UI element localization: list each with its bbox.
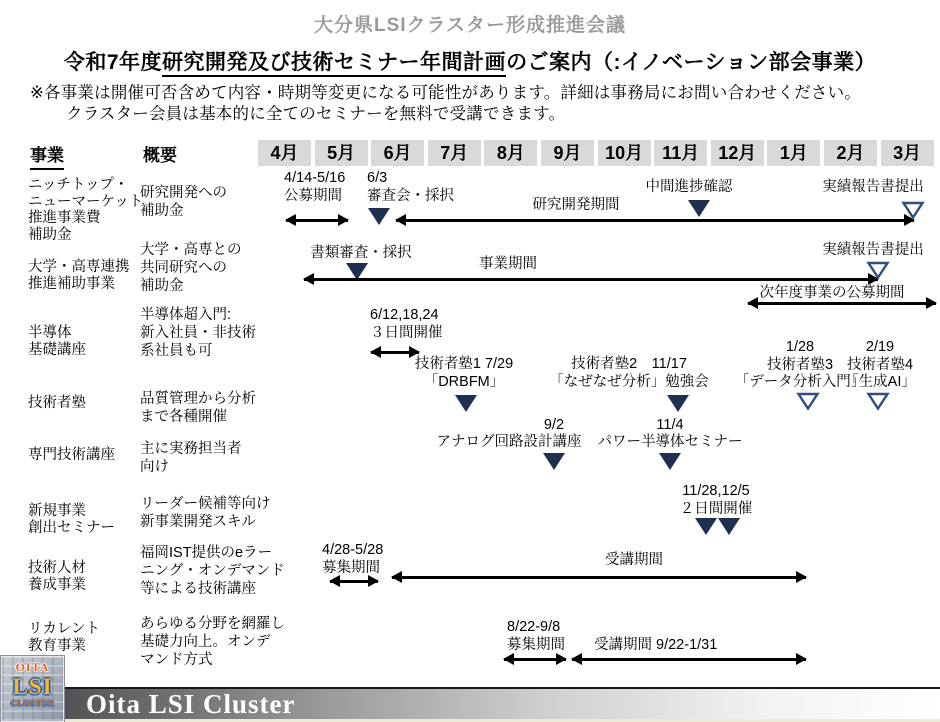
r6-dates-label: 11/28,12/5 ２日間開催 [679,483,753,517]
r8-recruit-arrow [504,658,566,661]
row-summary-new-business-seminar: リーダー候補等向け 新事業開発スキル [140,496,271,530]
milestone-triangle-filled-icon [717,517,741,536]
row-label-univ-kosen-subsidy: 大学・高専連携 推進補助事業 [28,259,130,292]
org-title: 大分県LSIクラスター形成推進会議 [314,15,626,36]
r2-report-marker [866,261,890,280]
month-header-cell: 1月 [767,140,820,166]
r2-project-period-arrow [304,278,878,281]
r1-review-label: 6/3 審査会・採択 [367,170,454,204]
month-header-cell: 3月 [881,140,934,166]
milestone-triangle-filled-icon [666,394,690,413]
milestone-triangle-filled-icon [687,199,711,218]
r7-recruit-arrow [330,580,378,583]
r4-juku1-marker [454,394,478,413]
logo-text-cluster: CLUSTER [10,698,55,708]
month-header-cell: 4月 [258,140,311,166]
logo-text-oita: OITA [15,660,50,674]
milestone-triangle-filled-icon [542,452,566,471]
month-header-cell: 5月 [315,140,368,166]
r2-project-period-label: 事業期間 [479,256,537,272]
r4-juku1-label: 技術者塾1 7/29 「DRBFM」 [414,356,514,390]
r4-juku4-marker [866,392,890,411]
note-line-2: クラスター会員は基本的に全てのセミナーを無料で受講できます。 [66,105,566,123]
row-label-semiconductor-basics: 半導体 基礎講座 [28,325,86,358]
note-line-1: ※各事業は開催可否含めて内容・時期等変更になる可能性があります。詳細は事務局にお問い合わせください。 [30,84,862,102]
r6-day1-marker [694,517,718,536]
r1-midterm-label: 中間進捗確認 [645,179,733,195]
r1-review-marker [367,207,391,226]
milestone-triangle-open-icon [901,201,925,220]
r1-open-call-label: 4/14-5/16 公募期間 [284,170,346,204]
month-header-cell: 7月 [428,140,481,166]
milestone-triangle-filled-icon [367,207,391,226]
milestone-triangle-open-icon [866,261,890,280]
row-label-new-business-seminar: 新規事業 創出セミナー [28,503,115,536]
month-header-cell: 2月 [824,140,877,166]
month-header-cell: 12月 [711,140,764,166]
r1-report-label: 実績報告書提出 [822,179,924,195]
month-header-cell: 10月 [598,140,651,166]
r3-dates-arrow [371,351,419,354]
milestone-triangle-filled-icon [658,452,682,471]
r6-day2-marker [717,517,741,536]
r1-rnd-period-label: 研究開発期間 [532,197,620,213]
row-summary-engineer-juku: 品質管理から分析 まで各種開催 [140,391,256,425]
month-header-cell: 6月 [371,140,424,166]
r5-power-date: 11/4 [656,417,684,433]
r1-rnd-period-arrow [396,219,914,222]
row-summary-nichetop-subsidy: 研究開発への 補助金 [140,185,227,219]
row-label-tech-hr-training: 技術人材 養成事業 [28,560,86,593]
r5-power-marker [658,452,682,471]
r2-doc-review-label: 書類審査・採択 [310,245,412,261]
r1-midterm-marker [687,199,711,218]
milestone-triangle-filled-icon [694,517,718,536]
r7-recruit-label: 4/28-5/28 募集期間 [322,542,384,576]
column-header-business: 事業 [30,141,64,170]
r5-analog-date: 9/2 [543,417,565,433]
r8-course-label: 受講期間 9/22-1/31 [594,637,718,653]
r4-juku3-marker [796,392,820,411]
r1-open-call-arrow [286,219,348,222]
row-summary-specialized-course: 主に実務担当者 向け [140,441,242,475]
page-title [0,46,940,76]
row-summary-univ-kosen-subsidy: 大学・高専との 共同研究への 補助金 [140,242,242,294]
row-summary-tech-hr-training: 福岡IST提供のeラー ニング・オンデマンド 等による技術講座 [140,545,285,597]
page-title-suffix: のご案内（:イノベーション部会事業） [506,51,877,74]
page-title-prefix: 令和7年度 [63,51,163,74]
r5-power-label: パワー半導体セミナー [597,434,743,450]
r5-analog-label: アナログ回路設計講座 [436,434,582,450]
milestone-triangle-filled-icon [454,394,478,413]
r5-analog-marker [542,452,566,471]
r2-next-call-label: 次年度事業の公募期間 [759,285,905,301]
oita-lsi-logo [1,656,64,722]
milestone-triangle-open-icon [796,392,820,411]
month-header-cell: 8月 [484,140,537,166]
r8-course-arrow [572,658,806,661]
logo-text-lsi: LSI [12,674,53,699]
r2-next-call-arrow [748,302,936,305]
page-title-underlined: 研究開発及び技術セミナー年間計画 [162,51,506,77]
month-header-cell: 9月 [541,140,594,166]
row-summary-recurrent-education: あらゆる分野を網羅し 基礎力向上。オンデ マンド方式 [140,616,285,668]
row-label-specialized-course: 専門技術講座 [28,447,115,463]
milestone-triangle-open-icon [866,392,890,411]
r4-juku2-label: 技術者塾2 11/17 「なぜなぜ分析」勉強会 [549,356,709,390]
row-label-engineer-juku: 技術者塾 [28,395,86,411]
r7-course-arrow [392,576,806,579]
month-header-cell: 11月 [654,140,707,166]
r7-course-label: 受講期間 [605,552,663,568]
r4-juku2-marker [666,394,690,413]
row-label-nichetop-subsidy: ニッチトップ・ ニューマーケット 推進事業費 補助金 [28,177,144,243]
r4-juku4-label: 2/19 技術者塾4 「生成AI」 [844,339,916,390]
r8-recruit-label: 8/22-9/8 募集期間 [507,619,565,653]
row-label-recurrent-education: リカレント 教育事業 [28,621,100,654]
footer-banner-text: Oita LSI Cluster [86,689,296,719]
footer-banner [0,687,940,719]
r2-report-label: 実績報告書提出 [822,242,924,258]
r3-dates-label: 6/12,18,24 ３日間開催 [370,307,443,341]
row-summary-semiconductor-basics: 半導体超入門: 新入社員・非技術 系社員も可 [140,307,256,359]
r1-report-marker [901,201,925,220]
r4-juku3-label: 1/28 技術者塾3 「データ分析入門」 [734,339,866,390]
column-header-summary: 概要 [143,146,177,165]
